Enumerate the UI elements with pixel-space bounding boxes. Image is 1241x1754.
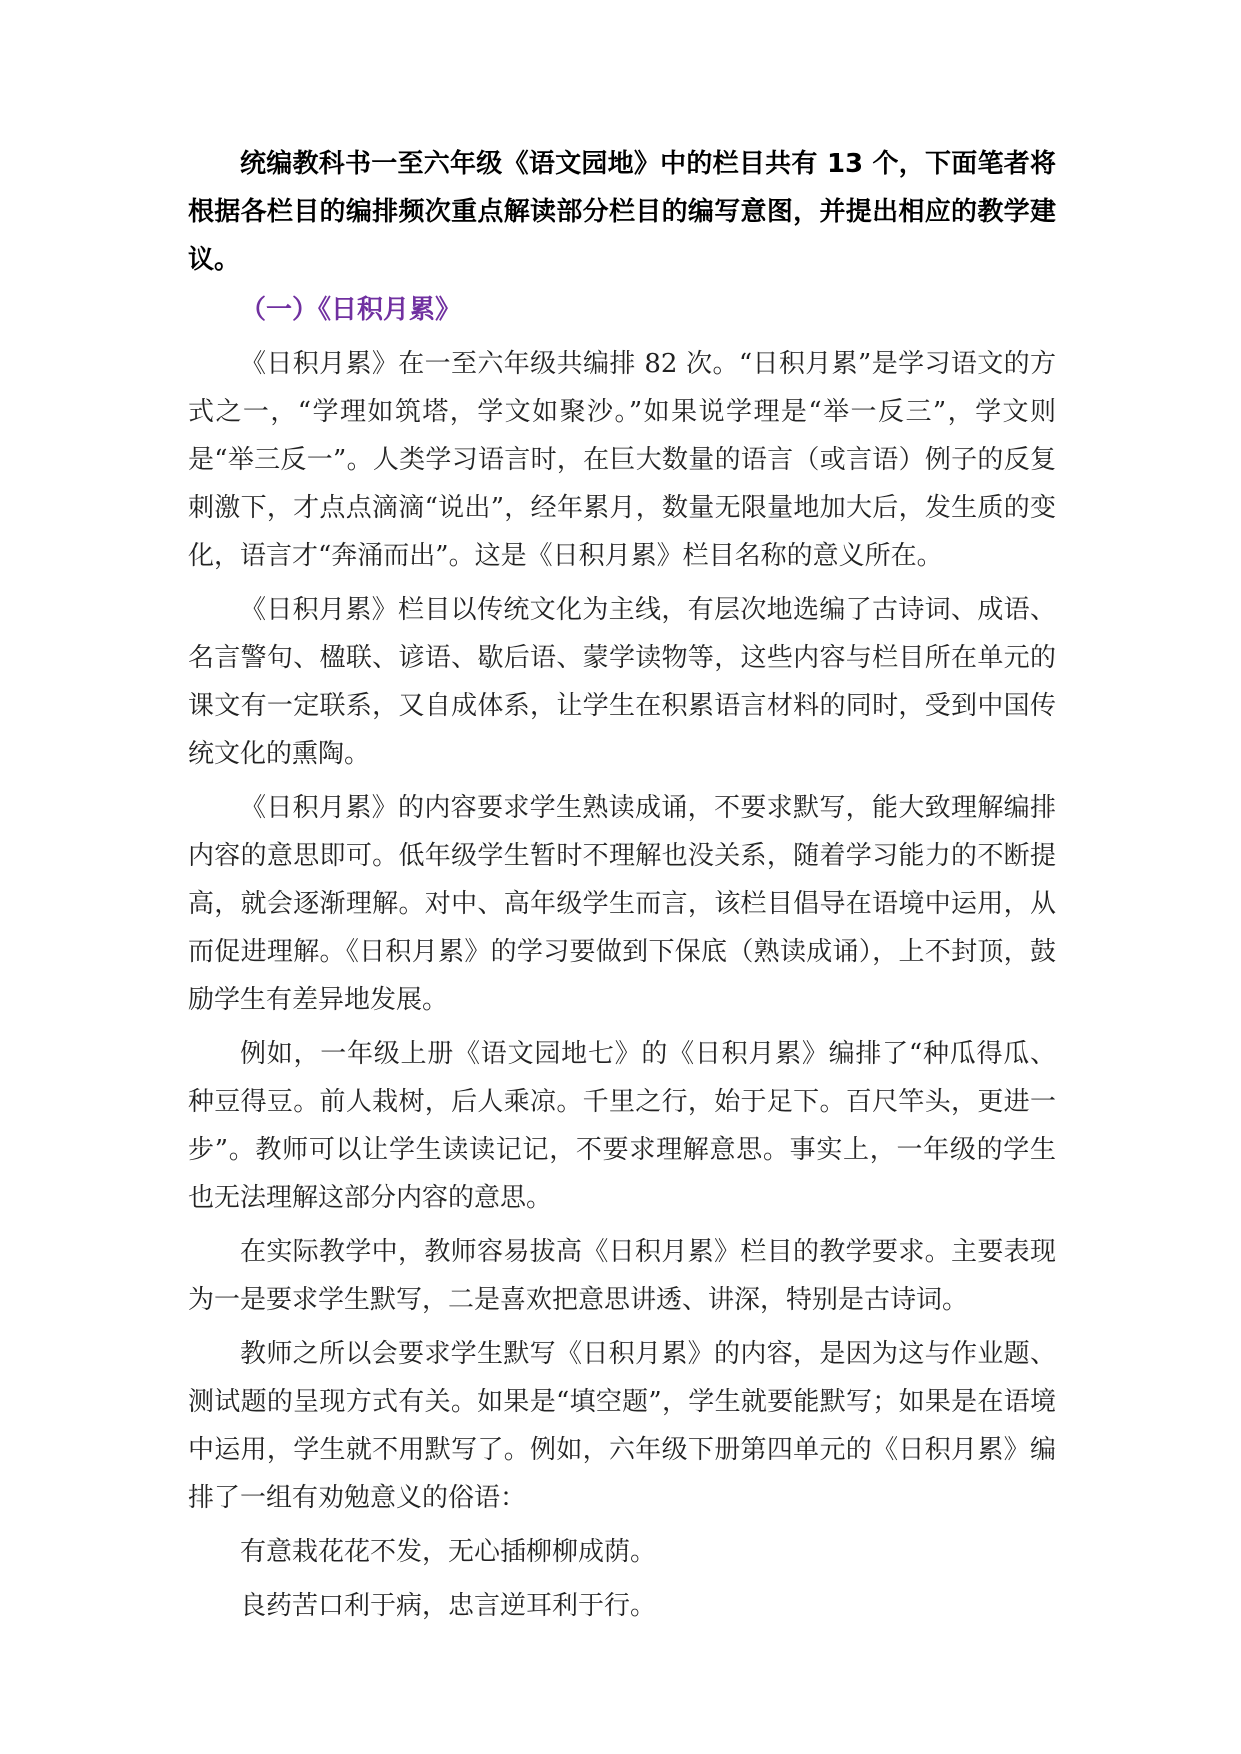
body-paragraph-6: 教师之所以会要求学生默写《日积月累》的内容，是因为这与作业题、测试题的呈现方式有关。如果是“填空题”，学生就要能默写；如果是在语境中运用，学生就不用默写了。例如，六年级下册第四单元的《日积月累》编排了一组有劝勉意义的俗语： (188, 1339, 1056, 1513)
document-body (188, 140, 1056, 1636)
body-paragraph-5: 在实际教学中，教师容易拔高《日积月累》栏目的教学要求。主要表现为一是要求学生默写，二是喜欢把意思讲透、讲深，特别是古诗词。 (188, 1237, 1056, 1315)
body-paragraph-4: 例如，一年级上册《语文园地七》的《日积月累》编排了“种瓜得瓜、种豆得豆。前人栽树，后人乘凉。千里之行，始于足下。百尺竿头，更进一步”。教师可以让学生读读记记，不要求理解意思。事实上，一年级的学生也无法理解这部分内容的意思。 (188, 1039, 1056, 1213)
body-paragraph-2: 《日积月累》栏目以传统文化为主线，有层次地选编了古诗词、成语、名言警句、楹联、谚语、歇后语、蒙学读物等，这些内容与栏目所在单元的课文有一定联系，又自成体系，让学生在积累语言材料的同时，受到中国传统文化的熏陶。 (188, 595, 1056, 769)
saying-line-2: 良药苦口利于病，忠言逆耳利于行。 (240, 1591, 657, 1621)
saying-line-1: 有意栽花花不发，无心插柳柳成荫。 (240, 1537, 657, 1567)
body-paragraph-3: 《日积月累》的内容要求学生熟读成诵，不要求默写，能大致理解编排内容的意思即可。低年级学生暂时不理解也没关系，随着学习能力的不断提高，就会逐渐理解。对中、高年级学生而言，该栏目倡导在语境中运用，从而促进理解。《日积月累》的学习要做到下保底（熟读成诵），上不封顶，鼓励学生有差异地发展。 (188, 793, 1056, 1015)
section-heading: （一）《日积月累》 (240, 295, 462, 325)
body-paragraph-1: 《日积月累》在一至六年级共编排 82 次。“日积月累”是学习语文的方式之一，“学理如筑塔，学文如聚沙。”如果说学理是“举一反三”，学文则是“举三反一”。人类学习语言时，在巨大数量的语言（或言语）例子的反复刺激下，才点点滴滴“说出”，经年累月，数量无限量地加大后，发生质的变化，语言才“奔涌而出”。这是《日积月累》栏目名称的意义所在。 (188, 349, 1056, 571)
intro-paragraph: 统编教科书一至六年级《语文园地》中的栏目共有 13 个，下面笔者将根据各栏目的编排频次重点解读部分栏目的编写意图，并提出相应的教学建议。 (188, 149, 1056, 275)
